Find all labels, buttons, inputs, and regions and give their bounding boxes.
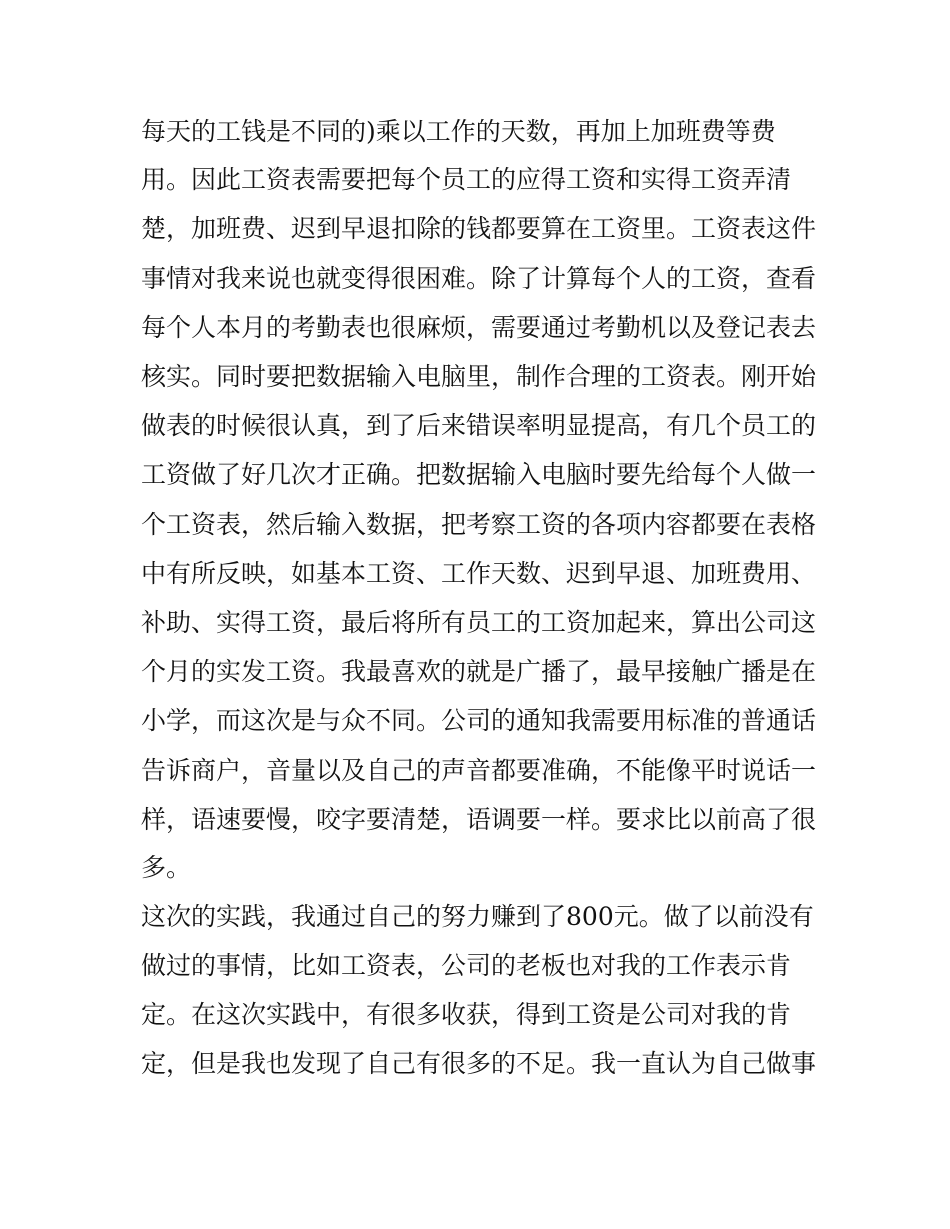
paragraph-2-line-4: 定，但是我也发现了自己有很多的不足。我一直认为自己做事	[141, 1049, 817, 1078]
paragraph-1-line-8: 工资做了好几次才正确。把数据输入电脑时要先给每个人做一	[141, 460, 817, 489]
paragraph-1-line-10: 中有所反映，如基本工资、工作天数、迟到早退、加班费用、	[141, 559, 817, 588]
paragraph-1-line-14: 告诉商户，音量以及自己的声音都要准确，不能像平时说话一	[141, 756, 817, 785]
paragraph-1-line-1: 每天的工钱是不同的)乘以工作的天数，再加上加班费等费	[141, 117, 776, 146]
paragraph-2-line-3: 定。在这次实践中，有很多收获，得到工资是公司对我的肯	[141, 1000, 792, 1029]
paragraph-1-line-7: 做表的时候很认真，到了后来错误率明显提高，有几个员工的	[141, 411, 817, 440]
paragraph-1-line-6: 核实。同时要把数据输入电脑里，制作合理的工资表。刚开始	[141, 362, 817, 391]
paragraph-1-line-3: 楚，加班费、迟到早退扣除的钱都要算在工资里。工资表这件	[141, 214, 817, 243]
paragraph-1-line-15: 样，语速要慢，咬字要清楚，语调要一样。要求比以前高了很	[141, 805, 817, 834]
paragraph-1-line-16: 多。	[141, 853, 192, 882]
paragraph-2-line-1: 这次的实践，我通过自己的努力赚到了800元。做了以前没有	[141, 902, 814, 931]
paragraph-1-line-9: 个工资表，然后输入数据，把考察工资的各项内容都要在表格	[141, 510, 817, 539]
paragraph-1-line-4: 事情对我来说也就变得很困难。除了计算每个人的工资，查看	[141, 264, 817, 293]
paragraph-1-line-2: 用。因此工资表需要把每个员工的应得工资和实得工资弄清	[141, 165, 792, 194]
paragraph-1-line-5: 每个人本月的考勤表也很麻烦，需要通过考勤机以及登记表去	[141, 313, 817, 342]
paragraph-1-line-11: 补助、实得工资，最后将所有员工的工资加起来，算出公司这	[141, 608, 817, 637]
paragraph-1-line-12: 个月的实发工资。我最喜欢的就是广播了，最早接触广播是在	[141, 657, 817, 686]
paragraph-1-line-13: 小学，而这次是与众不同。公司的通知我需要用标准的普通话	[141, 706, 817, 735]
paragraph-2-line-2: 做过的事情，比如工资表，公司的老板也对我的工作表示肯	[141, 951, 792, 980]
